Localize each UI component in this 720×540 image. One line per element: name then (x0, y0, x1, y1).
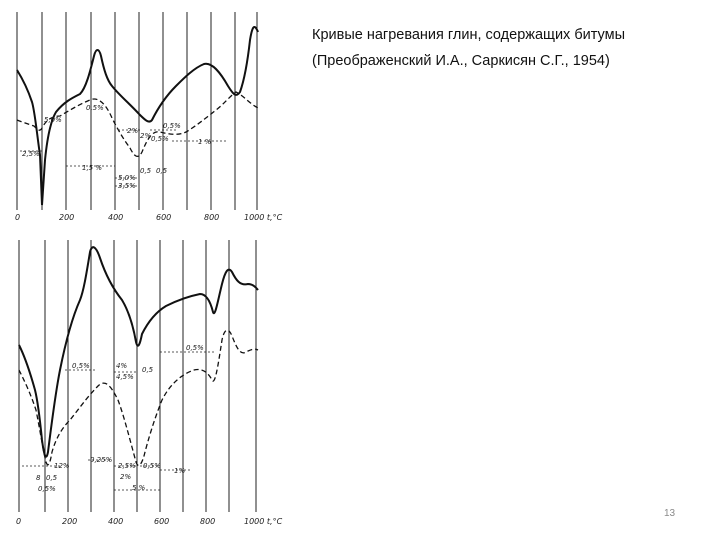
bottom-tick-400: 400 (108, 517, 124, 526)
bottom-ann-8: 8 (36, 474, 41, 482)
bottom-ann-7: 0,5 (46, 474, 58, 482)
top-ann-9: 5,0% (118, 174, 136, 182)
top-ann-10: 3,5% (118, 182, 136, 190)
top-ann-13: 1 % (198, 138, 212, 146)
bottom-tick-0: 0 (16, 517, 22, 526)
top-ann-6: 0,5% (163, 122, 181, 130)
bottom-tick-1000: 1000 t,°C (244, 517, 283, 526)
bottom-ann-1: 0,5% (72, 362, 90, 370)
bottom-tick-600: 600 (154, 517, 170, 526)
bottom-ann-10: 0,25% (90, 456, 113, 464)
heating-curves-figure (0, 0, 300, 540)
top-ann-3: 2,5% (22, 150, 40, 158)
bottom-ann-4: 0,5 (142, 366, 154, 374)
caption-line-1: Кривые нагревания глин, содержащих битумы (312, 27, 626, 43)
bottom-ann-5: 0,5% (186, 344, 204, 352)
top-ann-1: 0,5% (86, 104, 104, 112)
top-tick-800: 800 (204, 213, 220, 222)
top-ann-2: 5,0% (44, 116, 62, 124)
top-ann-12: 0,5 (156, 167, 168, 175)
bottom-thermogram (16, 240, 283, 526)
top-tick-1000: 1000 t,°C (244, 213, 283, 222)
bottom-grid (19, 240, 256, 512)
top-ann-11: 0,5 (140, 167, 152, 175)
top-ann-5: 2% (127, 127, 139, 135)
top-tick-600: 600 (156, 213, 172, 222)
bottom-ann-12: 2% (120, 473, 132, 481)
bottom-ann-2: 4% (116, 362, 128, 370)
top-ann-4: 1,5 % (82, 164, 103, 172)
top-ann-8: 0,5% (151, 135, 169, 143)
page-number: 13 (664, 508, 676, 519)
top-ann-7: 2% (140, 132, 152, 140)
top-tick-200: 200 (59, 213, 75, 222)
bottom-ann-3: 4,5% (116, 373, 134, 381)
top-dashed-curve (17, 92, 258, 156)
bottom-tick-200: 200 (62, 517, 78, 526)
bottom-ann-9: 0,5% (38, 485, 56, 493)
caption-line-2: (Преображенский И.А., Саркисян С.Г., 1954) (312, 53, 610, 69)
top-thermogram (15, 12, 283, 222)
top-tick-0: 0 (15, 213, 21, 222)
bottom-ann-14: 1% (174, 467, 186, 475)
bottom-ann-15: 5 % (132, 484, 146, 492)
bottom-ann-13: 0,5% (143, 462, 161, 470)
top-tick-400: 400 (108, 213, 124, 222)
bottom-ann-6: 12% (54, 462, 70, 470)
bottom-solid-curve (19, 247, 258, 456)
bottom-ann-11: 2,5% (118, 462, 136, 470)
slide-caption (312, 22, 712, 74)
bottom-tick-800: 800 (200, 517, 216, 526)
